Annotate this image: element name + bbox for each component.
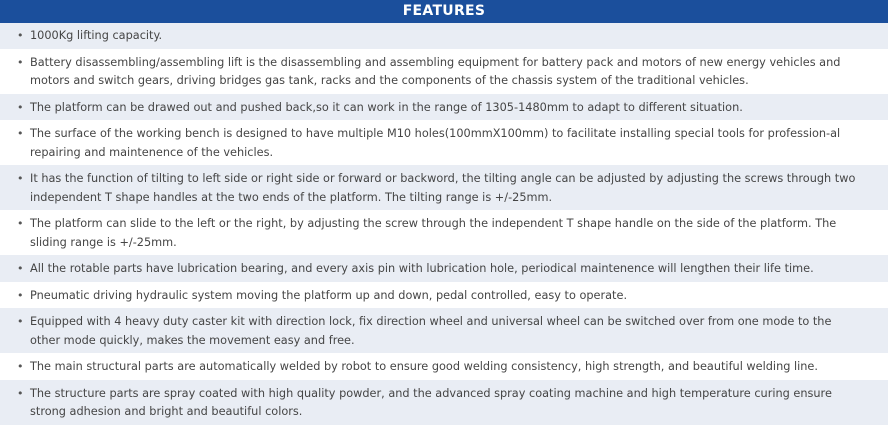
feature-text: The surface of the working bench is designed to have multiple M10 holes(100mmX100mm) to facilitate installing special tools for profession-al repairing and maintenence of the vehicles.	[30, 127, 841, 159]
bullet-icon: •	[17, 262, 24, 275]
feature-item	[0, 211, 888, 256]
feature-item	[0, 283, 888, 310]
feature-item	[0, 121, 888, 166]
feature-text: 1000Kg lifting capacity.	[30, 29, 163, 42]
feature-text: The structure parts are spray coated with high quality powder, and the advanced spray coating machine and high temperature curing ensure strong adhesion and bright and beautiful colors.	[30, 386, 832, 418]
bullet-icon: •	[17, 29, 24, 42]
feature-item	[0, 381, 888, 426]
features-list	[0, 23, 888, 426]
feature-item	[0, 95, 888, 122]
bullet-icon: •	[17, 55, 24, 69]
feature-text: The platform can slide to the left or the right, by adjusting the screw through the independent T shape handle on the side of the platform. The sliding range is +/-25mm.	[30, 217, 837, 249]
features-header: FEATURES	[0, 0, 888, 23]
feature-text: The platform can be drawed out and pushed back,so it can work in the range of 1305-1480mm to adapt to different situation.	[30, 100, 743, 114]
bullet-icon: •	[17, 172, 24, 185]
feature-text: It has the function of tilting to left side or right side or forward or backword, the tilting angle can be adjusted by adjusting the screws through two independent T shape handles at the two ends of the platform. The tilting range is +/-25mm.	[30, 172, 856, 204]
feature-item	[0, 166, 888, 211]
bullet-icon: •	[17, 127, 24, 140]
bullet-icon: •	[17, 100, 24, 114]
bullet-icon: •	[17, 217, 24, 230]
feature-text: The main structural parts are automatically welded by robot to ensure good welding consistency, high strength, and beautiful welding line.	[30, 360, 818, 373]
feature-item	[0, 23, 888, 50]
feature-item	[0, 309, 888, 354]
feature-text: Battery disassembling/assembling lift is the disassembling and assembling equipment for battery pack and motors of new energy vehicles and motors and switch gears, driving bridges gas tank, racks and the components of the chassis system of the traditional vehicles.	[30, 55, 841, 87]
feature-item	[0, 354, 888, 381]
bullet-icon: •	[17, 360, 24, 373]
feature-item	[0, 256, 888, 283]
bullet-icon: •	[17, 315, 24, 328]
feature-text: All the rotable parts have lubrication bearing, and every axis pin with lubrication hole, periodical maintenence will lengthen their life time.	[30, 262, 814, 275]
feature-text: Pneumatic driving hydraulic system moving the platform up and down, pedal controlled, easy to operate.	[30, 288, 628, 302]
feature-text: Equipped with 4 heavy duty caster kit with direction lock, fix direction wheel and universal wheel can be switched over from one mode to the other mode quickly, makes the movement easy and free.	[30, 315, 832, 347]
feature-item	[0, 50, 888, 95]
bullet-icon: •	[17, 288, 24, 302]
bullet-icon: •	[17, 386, 24, 400]
